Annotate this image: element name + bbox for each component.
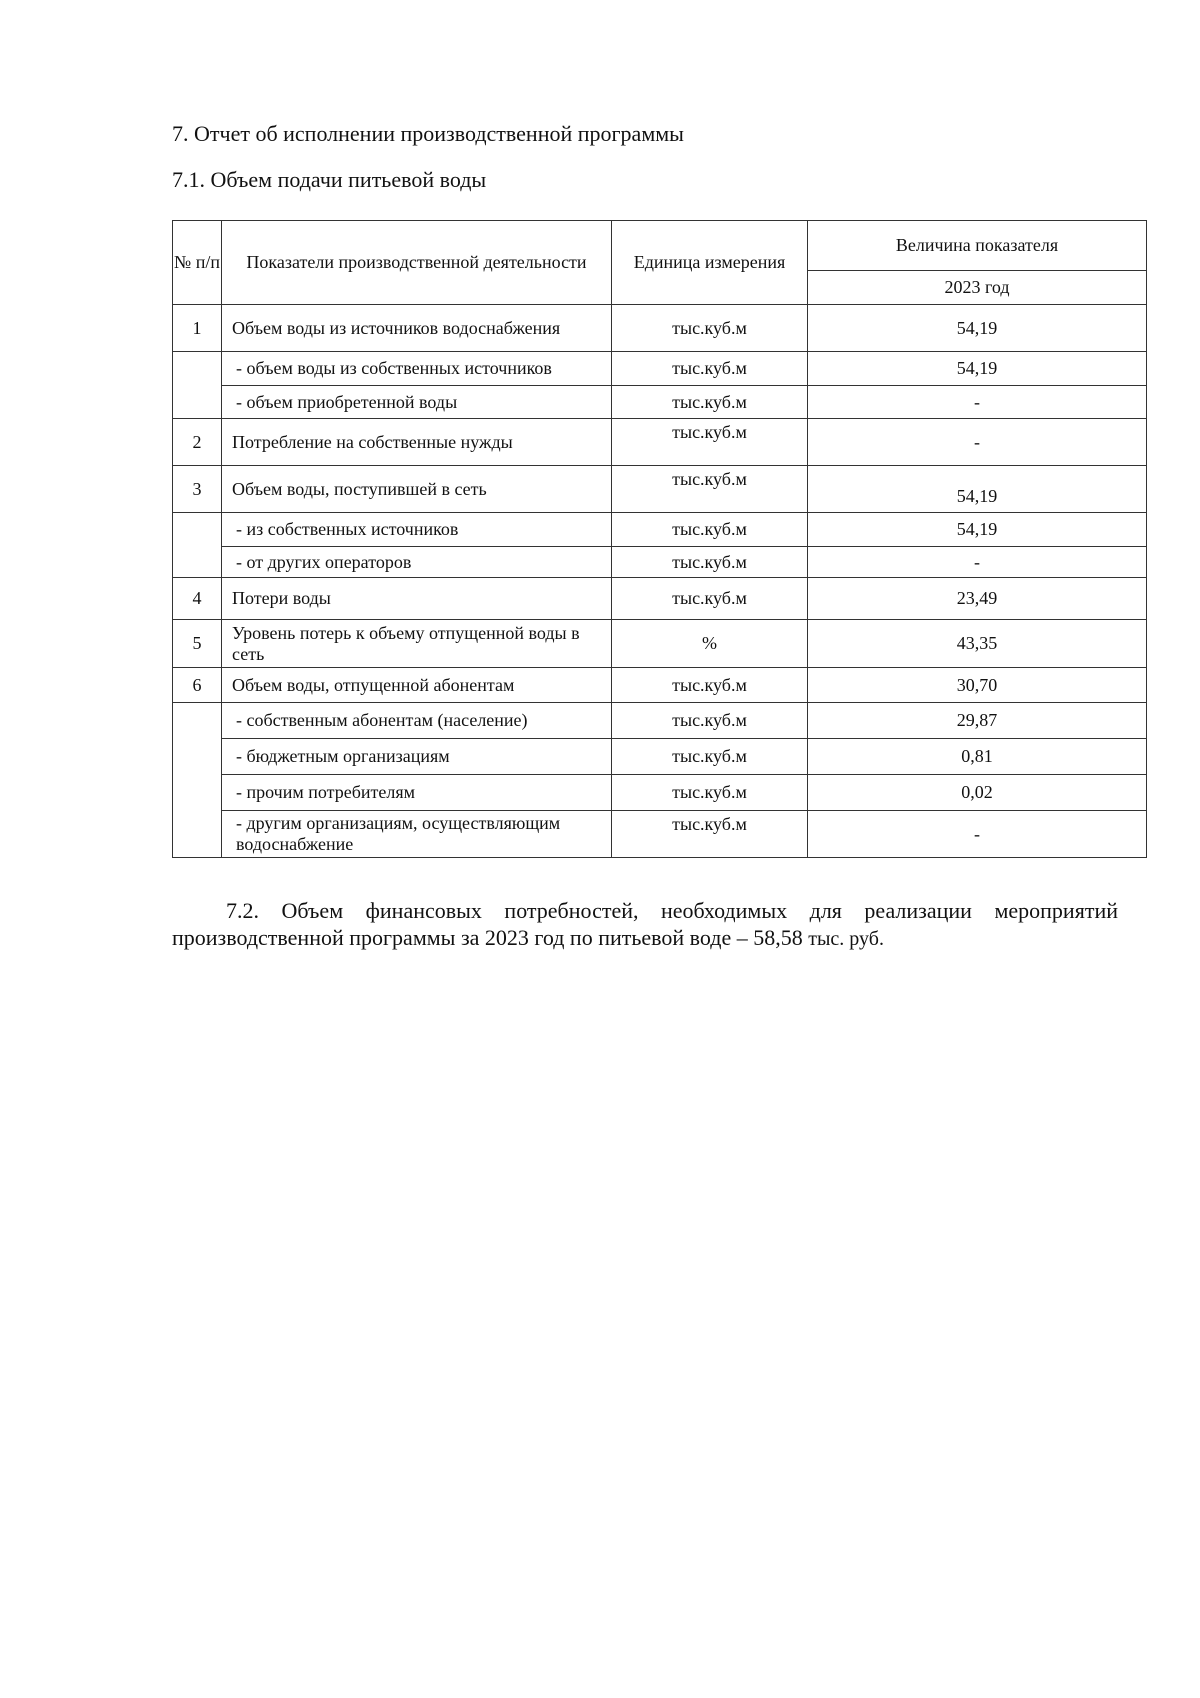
row-unit: тыс.куб.м bbox=[612, 419, 808, 466]
row-unit: тыс.куб.м bbox=[612, 775, 808, 811]
row-unit: тыс.куб.м bbox=[612, 739, 808, 775]
row-unit: тыс.куб.м bbox=[612, 513, 808, 547]
subsection-title: 7.1. Объем подачи питьевой воды bbox=[172, 167, 487, 192]
financial-needs-paragraph bbox=[172, 897, 1118, 953]
header-year: 2023 год bbox=[808, 271, 1147, 305]
row-unit: тыс.куб.м bbox=[612, 811, 808, 858]
row-name: - объем воды из собственных источников bbox=[222, 352, 612, 386]
row-name: Объем воды, поступившей в сеть bbox=[222, 466, 612, 513]
table-row bbox=[173, 811, 1147, 858]
row-unit: % bbox=[612, 620, 808, 668]
row-name: Потребление на собственные нужды bbox=[222, 419, 612, 466]
row-num: 2 bbox=[173, 419, 222, 466]
row-num: 6 bbox=[173, 668, 222, 703]
row-unit: тыс.куб.м bbox=[612, 703, 808, 739]
row-value: 54,19 bbox=[808, 513, 1147, 547]
row-num: 3 bbox=[173, 466, 222, 513]
table-row bbox=[173, 305, 1147, 352]
header-unit: Единица измерения bbox=[612, 221, 808, 305]
row-name: Объем воды, отпущенной абонентам bbox=[222, 668, 612, 703]
row-value: 54,19 bbox=[808, 305, 1147, 352]
table-row bbox=[173, 352, 1147, 386]
row-num bbox=[173, 352, 222, 419]
row-num bbox=[173, 703, 222, 858]
row-value: 54,19 bbox=[808, 352, 1147, 386]
row-name: - прочим потребителям bbox=[222, 775, 612, 811]
row-value: 23,49 bbox=[808, 578, 1147, 620]
water-supply-table bbox=[172, 220, 1147, 858]
row-value: 0,02 bbox=[808, 775, 1147, 811]
table-row bbox=[173, 739, 1147, 775]
header-indicator: Показатели производственной деятельности bbox=[222, 221, 612, 305]
row-num: 5 bbox=[173, 620, 222, 668]
row-name: Уровень потерь к объему отпущенной воды в сеть bbox=[222, 620, 612, 668]
row-num: 4 bbox=[173, 578, 222, 620]
row-name: - объем приобретенной воды bbox=[222, 386, 612, 419]
table-row bbox=[173, 513, 1147, 547]
header-value: Величина показателя bbox=[808, 221, 1147, 271]
paragraph-unit: тыс. руб. bbox=[808, 928, 884, 950]
section-title: 7. Отчет об исполнении производственной программы bbox=[172, 121, 684, 146]
row-num: 1 bbox=[173, 305, 222, 352]
row-num bbox=[173, 513, 222, 578]
table-row bbox=[173, 419, 1147, 466]
row-unit: тыс.куб.м bbox=[612, 547, 808, 578]
row-value: - bbox=[808, 547, 1147, 578]
table-row bbox=[173, 578, 1147, 620]
row-value: 30,70 bbox=[808, 668, 1147, 703]
row-value: 43,35 bbox=[808, 620, 1147, 668]
header-num: № п/п bbox=[173, 221, 222, 305]
row-unit: тыс.куб.м bbox=[612, 386, 808, 419]
row-unit: тыс.куб.м bbox=[612, 352, 808, 386]
row-unit: тыс.куб.м bbox=[612, 668, 808, 703]
row-value: - bbox=[808, 386, 1147, 419]
table-row bbox=[173, 386, 1147, 419]
paragraph-text: 7.2. Объем финансовых потребностей, необходимых для реализации мероприятий производственной программы за 2023 год по питьевой воде – 58,58 bbox=[172, 898, 1118, 950]
row-name: Объем воды из источников водоснабжения bbox=[222, 305, 612, 352]
table-row bbox=[173, 775, 1147, 811]
table-row bbox=[173, 466, 1147, 513]
row-value: 0,81 bbox=[808, 739, 1147, 775]
row-name: - бюджетным организациям bbox=[222, 739, 612, 775]
row-name: - из собственных источников bbox=[222, 513, 612, 547]
table-row bbox=[173, 620, 1147, 668]
row-unit: тыс.куб.м bbox=[612, 578, 808, 620]
row-name: - другим организациям, осуществляющим водоснабжение bbox=[222, 811, 612, 858]
row-value: - bbox=[808, 419, 1147, 466]
row-name: - от других операторов bbox=[222, 547, 612, 578]
row-value: 29,87 bbox=[808, 703, 1147, 739]
row-unit: тыс.куб.м bbox=[612, 305, 808, 352]
row-value: - bbox=[808, 811, 1147, 858]
row-name: Потери воды bbox=[222, 578, 612, 620]
table-row bbox=[173, 668, 1147, 703]
table-row bbox=[173, 703, 1147, 739]
row-name: - собственным абонентам (население) bbox=[222, 703, 612, 739]
row-unit: тыс.куб.м bbox=[612, 466, 808, 513]
table-row bbox=[173, 547, 1147, 578]
row-value: 54,19 bbox=[808, 466, 1147, 513]
